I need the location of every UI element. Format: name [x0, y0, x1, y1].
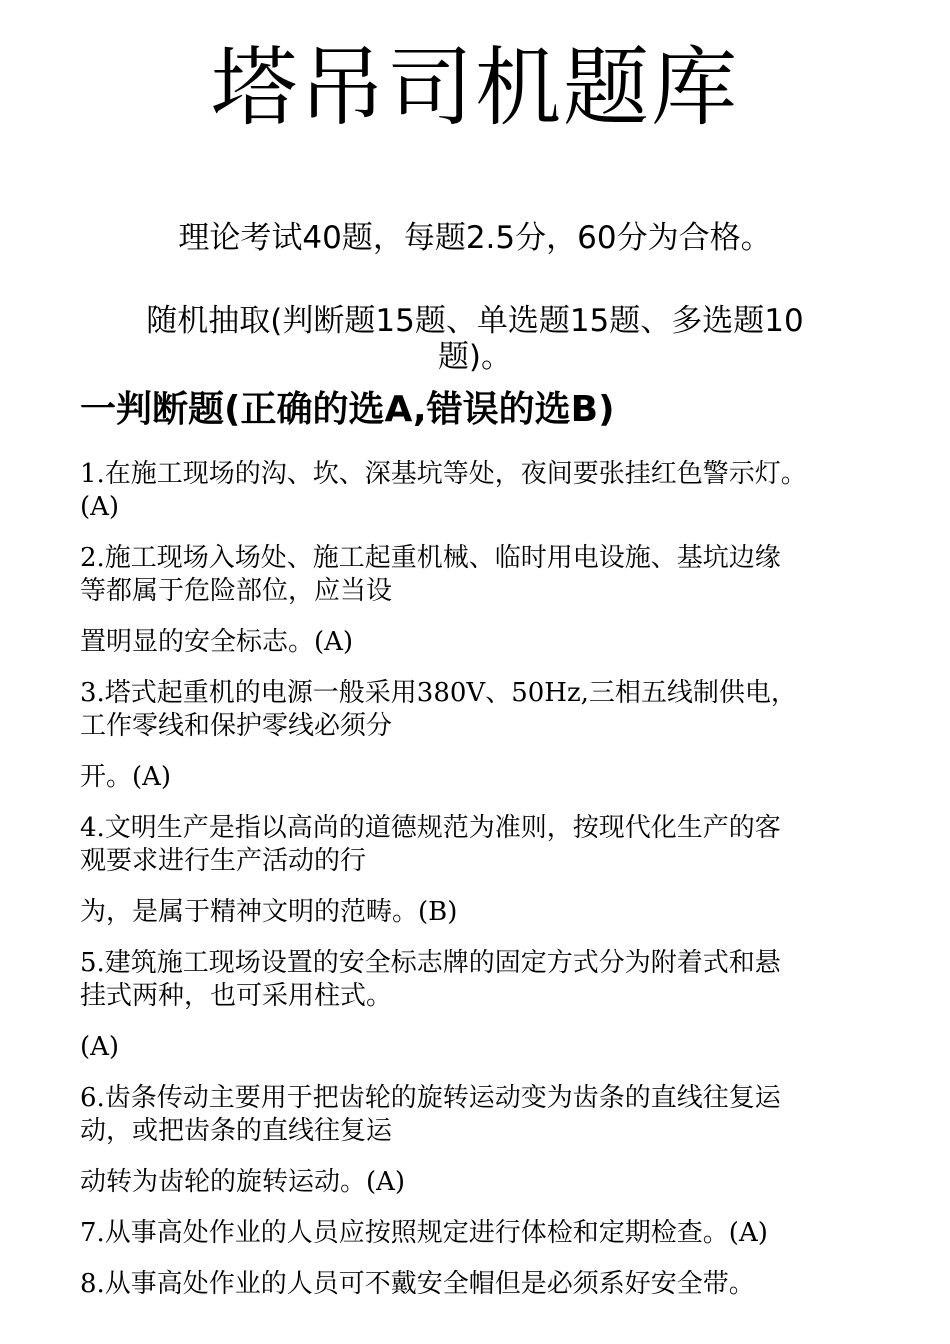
question-line: 工作零线和保护零线必须分: [80, 711, 393, 741]
question-line: 置明显的安全标志。(A): [80, 627, 354, 657]
exam-rules-text: 理论考试40题，每题2.5分，60分为合格。: [178, 220, 772, 256]
question-line: (A): [80, 492, 120, 522]
question-item: [80, 1082, 880, 1148]
question-line: 8.从事高处作业的人员可不戴安全帽但是必须系好安全带。: [80, 1269, 755, 1299]
question-line: 6.齿条传动主要用于把齿轮的旋转运动变为齿条的直线往复运: [80, 1083, 781, 1113]
question-item: [80, 458, 880, 524]
question-item: [80, 896, 880, 929]
question-list: [80, 458, 880, 1319]
question-item: [80, 1217, 880, 1250]
page-title: 塔吊司机题库: [211, 38, 739, 138]
question-line: 动转为齿轮的旋转运动。(A): [80, 1167, 406, 1197]
section-heading-true-false: 一判断题(正确的选A,错误的选B): [80, 389, 615, 430]
question-line: (A): [80, 1032, 120, 1062]
question-item: [80, 542, 880, 608]
question-line: 开。(A): [80, 762, 172, 792]
draw-rules-text: [80, 303, 870, 375]
question-item: [80, 626, 880, 659]
question-item: [80, 1031, 880, 1064]
question-line: 为，是属于精神文明的范畴。(B): [80, 897, 458, 927]
draw-rules-line-2: 题)。: [437, 339, 513, 375]
question-line: 等都属于危险部位，应当设: [80, 576, 393, 606]
question-line: 7.从事高处作业的人员应按照规定进行体检和定期检查。(A): [80, 1218, 768, 1248]
question-item: [80, 947, 880, 1013]
question-item: [80, 1268, 880, 1301]
question-line: 3.塔式起重机的电源一般采用380V、50Hz,三相五线制供电，: [80, 678, 797, 708]
question-item: [80, 812, 880, 878]
question-line: 挂式两种，也可采用柱式。: [80, 981, 393, 1011]
question-line: 观要求进行生产活动的行: [80, 846, 367, 876]
question-item: [80, 1166, 880, 1199]
question-line: 5.建筑施工现场设置的安全标志牌的固定方式分为附着式和悬: [80, 948, 781, 978]
question-line: 动，或把齿条的直线往复运: [80, 1116, 393, 1146]
question-line: 2.施工现场入场处、施工起重机械、临时用电设施、基坑边缘: [80, 543, 781, 573]
draw-rules-line-1: 随机抽取(判断题15题、单选题15题、多选题10: [146, 303, 804, 339]
question-line: 1.在施工现场的沟、坎、深基坑等处，夜间要张挂红色警示灯。: [80, 459, 807, 489]
question-line: 4.文明生产是指以高尚的道德规范为准则，按现代化生产的客: [80, 813, 781, 843]
question-item: [80, 677, 880, 743]
question-item: [80, 761, 880, 794]
